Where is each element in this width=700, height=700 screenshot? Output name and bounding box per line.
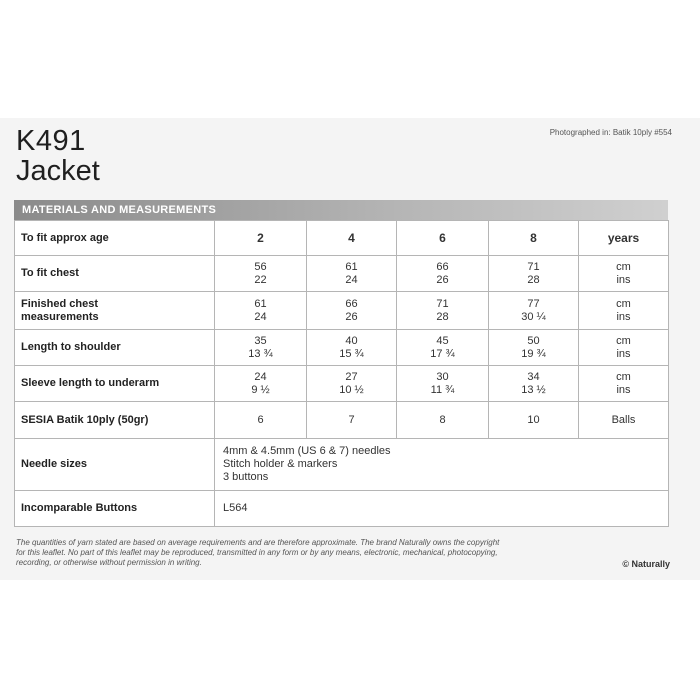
ins-value: 19 ¾ (521, 347, 546, 360)
cm-value: 50 (527, 334, 540, 347)
value-cell (397, 256, 489, 292)
cm-value: 34 (527, 370, 540, 383)
unit-cm: cm (616, 370, 631, 383)
cm-value: 56 (254, 260, 267, 273)
value-cell (215, 330, 307, 366)
unit-cell (579, 292, 669, 330)
ins-value: 9 ½ (251, 383, 270, 396)
ins-value: 26 (436, 273, 449, 286)
photographed-in-note: Photographed in: Batik 10ply #554 (549, 128, 672, 137)
unit-ins: ins (616, 273, 631, 286)
row-label: Needle sizes (15, 439, 215, 491)
unit-cell (579, 256, 669, 292)
value-cell (307, 292, 397, 330)
ins-value: 10 ½ (339, 383, 364, 396)
row-label: Incomparable Buttons (15, 491, 215, 527)
cm-value: 61 (254, 297, 267, 310)
value-cell (489, 292, 579, 330)
cm-value: 71 (436, 297, 449, 310)
brand-copyright: © Naturally (622, 559, 670, 569)
notice-line: The quantities of yarn stated are based on average requirements and are therefore approximate. The brand Naturally owns the copyright (16, 538, 500, 547)
row-label-line: Finished chest (21, 297, 99, 310)
cm-value: 77 (527, 297, 540, 310)
table-row-buttons (15, 491, 669, 527)
cm-value: 24 (254, 370, 267, 383)
cm-value: 71 (527, 260, 540, 273)
unit-cm: cm (616, 260, 631, 273)
size-cell: 4 (307, 221, 397, 256)
size-cell: 2 (215, 221, 307, 256)
value-cell (215, 256, 307, 292)
value-cell: 10 (489, 402, 579, 439)
pattern-title: Jacket (16, 155, 100, 187)
value-cell (307, 256, 397, 292)
table-row-yarn (15, 402, 669, 439)
unit-ins: ins (616, 347, 631, 360)
value-cell (397, 366, 489, 402)
value-cell: 7 (307, 402, 397, 439)
unit-ins: ins (616, 383, 631, 396)
row-label (15, 292, 215, 330)
needles-cell (215, 439, 669, 491)
unit-cm: cm (616, 297, 631, 310)
unit-ins: ins (616, 310, 631, 323)
value-cell (307, 330, 397, 366)
table-row-chest (15, 256, 669, 292)
unit-cell (579, 366, 669, 402)
cm-value: 35 (254, 334, 267, 347)
value-cell: 6 (215, 402, 307, 439)
pattern-code: K491 (16, 125, 86, 157)
value-cell (215, 366, 307, 402)
value-cell (397, 292, 489, 330)
unit-cell: years (579, 221, 669, 256)
table-row-finished-chest (15, 292, 669, 330)
unit-cm: cm (616, 334, 631, 347)
value-cell (397, 330, 489, 366)
value-cell (489, 366, 579, 402)
row-label: Sleeve length to underarm (15, 366, 215, 402)
cm-value: 30 (436, 370, 449, 383)
unit-cell: Balls (579, 402, 669, 439)
value-cell: 8 (397, 402, 489, 439)
ins-value: 13 ½ (521, 383, 546, 396)
ins-value: 13 ¾ (248, 347, 273, 360)
cm-value: 27 (345, 370, 358, 383)
ins-value: 24 (254, 310, 267, 323)
size-cell: 6 (397, 221, 489, 256)
ins-value: 22 (254, 273, 267, 286)
cm-value: 66 (436, 260, 449, 273)
table-row-sleeve (15, 366, 669, 402)
cm-value: 61 (345, 260, 358, 273)
measurements-table (14, 220, 669, 527)
table-row-length (15, 330, 669, 366)
ins-value: 24 (345, 273, 358, 286)
copyright-notice (16, 538, 670, 568)
ins-value: 28 (436, 310, 449, 323)
row-label: To fit chest (15, 256, 215, 292)
ins-value: 26 (345, 310, 358, 323)
size-cell: 8 (489, 221, 579, 256)
buttons-cell: L564 (215, 491, 669, 527)
cm-value: 45 (436, 334, 449, 347)
table-row-age (15, 221, 669, 256)
ins-value: 11 ¾ (430, 383, 455, 396)
cm-value: 40 (345, 334, 358, 347)
ins-value: 15 ¾ (339, 347, 364, 360)
ins-value: 17 ¾ (430, 347, 455, 360)
row-label: SESIA Batik 10ply (50gr) (15, 402, 215, 439)
cm-value: 66 (345, 297, 358, 310)
needles-line: 4mm & 4.5mm (US 6 & 7) needles (223, 445, 391, 457)
value-cell (489, 330, 579, 366)
value-cell (307, 366, 397, 402)
ins-value: 30 ¼ (521, 310, 546, 323)
table-row-needles (15, 439, 669, 491)
needles-line: 3 buttons (223, 471, 269, 483)
notice-line: recording, or otherwise without permission in writing. (16, 558, 202, 567)
value-cell (489, 256, 579, 292)
ins-value: 28 (527, 273, 540, 286)
needles-line: Stitch holder & markers (223, 458, 338, 470)
section-banner: MATERIALS AND MEASUREMENTS (14, 200, 668, 220)
row-label: Length to shoulder (15, 330, 215, 366)
value-cell (215, 292, 307, 330)
row-label: To fit approx age (15, 221, 215, 256)
notice-line: for this leaflet. No part of this leaflet may be reproduced, transmitted in any form or by any means, electronic, mechanical, photocopying, (16, 548, 498, 557)
unit-cell (579, 330, 669, 366)
row-label-line: measurements (21, 310, 99, 323)
